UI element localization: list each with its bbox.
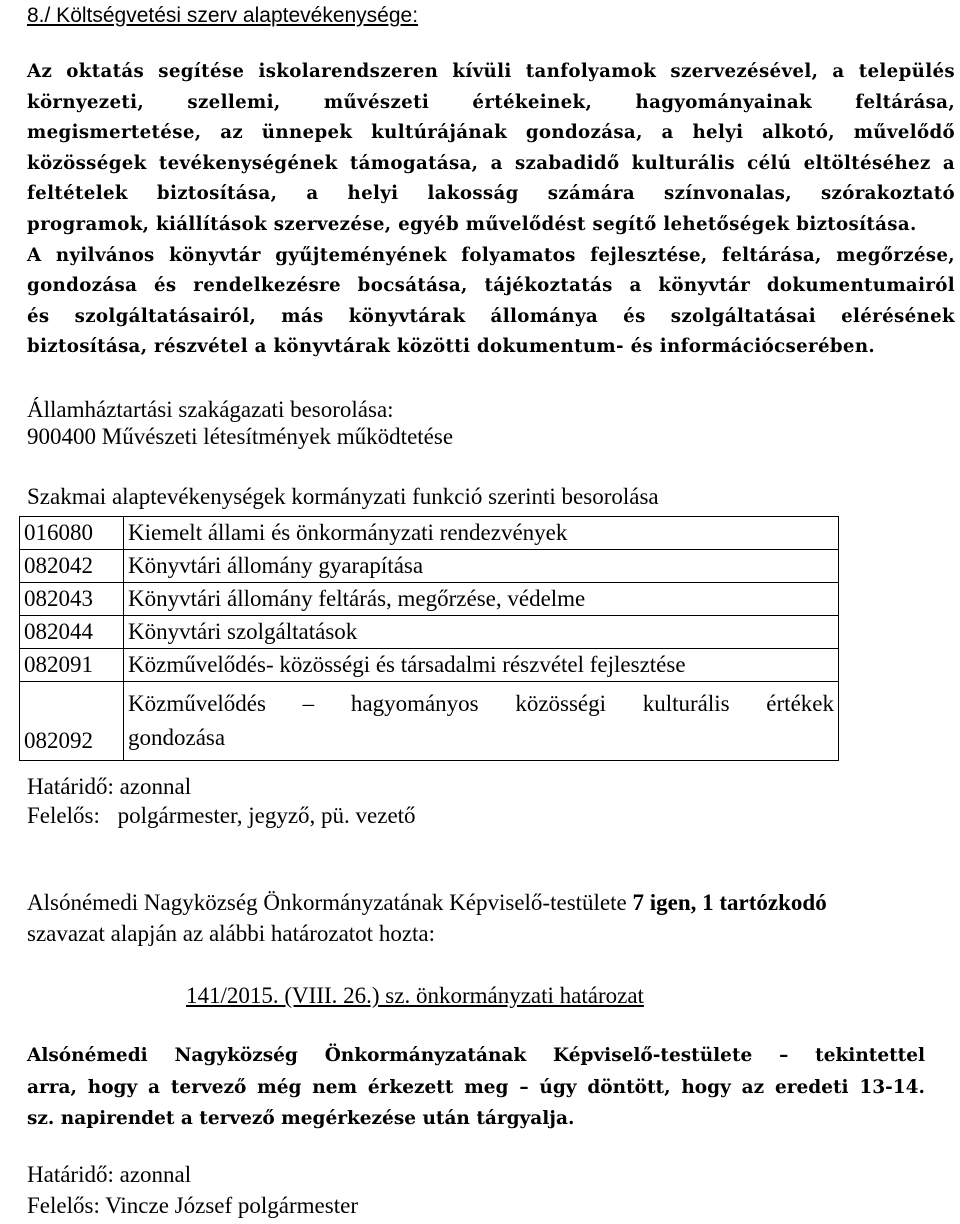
function-desc: [124, 682, 839, 761]
table-row: [20, 583, 839, 616]
function-code: 016080: [20, 517, 124, 550]
resolution-line: sz. napirendet a tervező megérkezése után tárgyalja.: [27, 1108, 575, 1129]
table-row: [20, 550, 839, 583]
responsible-value: polgármester, jegyző, pü. vezető: [117, 803, 416, 828]
resolution-title: 141/2015. (VIII. 26.) sz. önkormányzati határozat: [186, 983, 644, 1008]
function-desc-line: gondozása: [128, 725, 226, 750]
activity-line: és szolgáltatásairól, más könyvtárak állománya és szolgáltatásai elérésének: [27, 305, 955, 327]
vote-suffix: szavazat alapján az alábbi határozatot hozta:: [27, 921, 436, 946]
deadline-label: Határidő:: [27, 1162, 114, 1187]
activity-paragraph: [27, 57, 955, 363]
activity-line: Az oktatás segítése iskolarendszeren kívüli tanfolyamok szervezésével, a település: [27, 61, 955, 82]
resolution-line: arra, hogy a tervező még nem érkezett meg – úgy döntött, hogy az eredeti 13-14.: [27, 1076, 925, 1098]
activity-line: környezeti, szellemi, művészeti értékeinek, hagyományainak feltárása,: [27, 91, 955, 113]
function-desc: Kiemelt állami és önkormányzati rendezvények: [124, 517, 839, 550]
responsible-line-2: [27, 1190, 358, 1222]
responsible-line: [27, 800, 416, 832]
activity-line: közösségek tevékenységének támogatása, a szabadidő kulturális célú eltöltéséhez a: [27, 152, 955, 174]
function-desc: Közművelődés- közösségi és társadalmi részvétel fejlesztése: [124, 649, 839, 682]
responsible-label: Felelős:: [27, 1193, 100, 1218]
resolution-text: [27, 1040, 925, 1135]
resolution-line: Alsónémedi Nagyközség Önkormányzatának Képviselő-testülete – tekintettel: [27, 1045, 925, 1066]
function-desc-line: Közművelődés – hagyományos közösségi kulturális értékek: [128, 691, 834, 716]
table-row: [20, 649, 839, 682]
deadline-line: [27, 771, 191, 803]
responsible-value: Vincze József polgármester: [105, 1193, 358, 1218]
activity-line: A nyilvános könyvtár gyűjteményének folyamatos fejlesztése, feltárása, megőrzése,: [27, 244, 955, 266]
activity-line: gondozása és rendelkezésre bocsátása, tájékoztatás a könyvtár dokumentumairól: [27, 275, 955, 297]
activity-line: megismertetése, az ünnepek kultúrájának gondozása, a helyi alkotó, művelődő: [27, 122, 955, 144]
function-code: 082091: [20, 649, 124, 682]
vote-count: 7 igen, 1 tartózkodó: [632, 890, 827, 915]
state-sector-label: Államháztartási szakágazati besorolása:: [27, 397, 394, 422]
deadline-value: azonnal: [119, 1162, 192, 1187]
vote-line: [27, 887, 827, 919]
table-row: [20, 682, 839, 761]
deadline-label: Határidő:: [27, 774, 114, 799]
function-desc: Könyvtári állomány gyarapítása: [124, 550, 839, 583]
table-row: [20, 517, 839, 550]
activity-line: biztosítása, részvétel a könyvtárak közötti dokumentum- és információcserében.: [27, 336, 876, 358]
vote-prefix: Alsónémedi Nagyközség Önkormányzatának Képviselő-testülete: [27, 890, 627, 915]
responsible-label: Felelős:: [27, 803, 100, 828]
deadline-value: azonnal: [119, 774, 192, 799]
function-desc: Könyvtári szolgáltatások: [124, 616, 839, 649]
state-sector-value: 900400 Művészeti létesítmények működtetése: [27, 424, 454, 449]
function-code: 082044: [20, 616, 124, 649]
function-code: 082043: [20, 583, 124, 616]
activity-line: feltételek biztosítása, a helyi lakosság számára színvonalas, szórakoztató: [27, 183, 955, 205]
section-heading: 8./ Költségvetési szerv alaptevékenysége:: [27, 4, 419, 27]
functions-table: [19, 516, 839, 761]
function-code: 082092: [20, 682, 124, 761]
deadline-line-2: [27, 1159, 191, 1191]
activity-line: programok, kiállítások szervezése, egyéb művelődést segítő lehetőségek biztosítása.: [27, 213, 917, 235]
function-code: 082042: [20, 550, 124, 583]
functions-title: Szakmai alaptevékenységek kormányzati funkció szerinti besorolása: [27, 484, 659, 509]
table-row: [20, 616, 839, 649]
function-desc: Könyvtári állomány feltárás, megőrzése, védelme: [124, 583, 839, 616]
